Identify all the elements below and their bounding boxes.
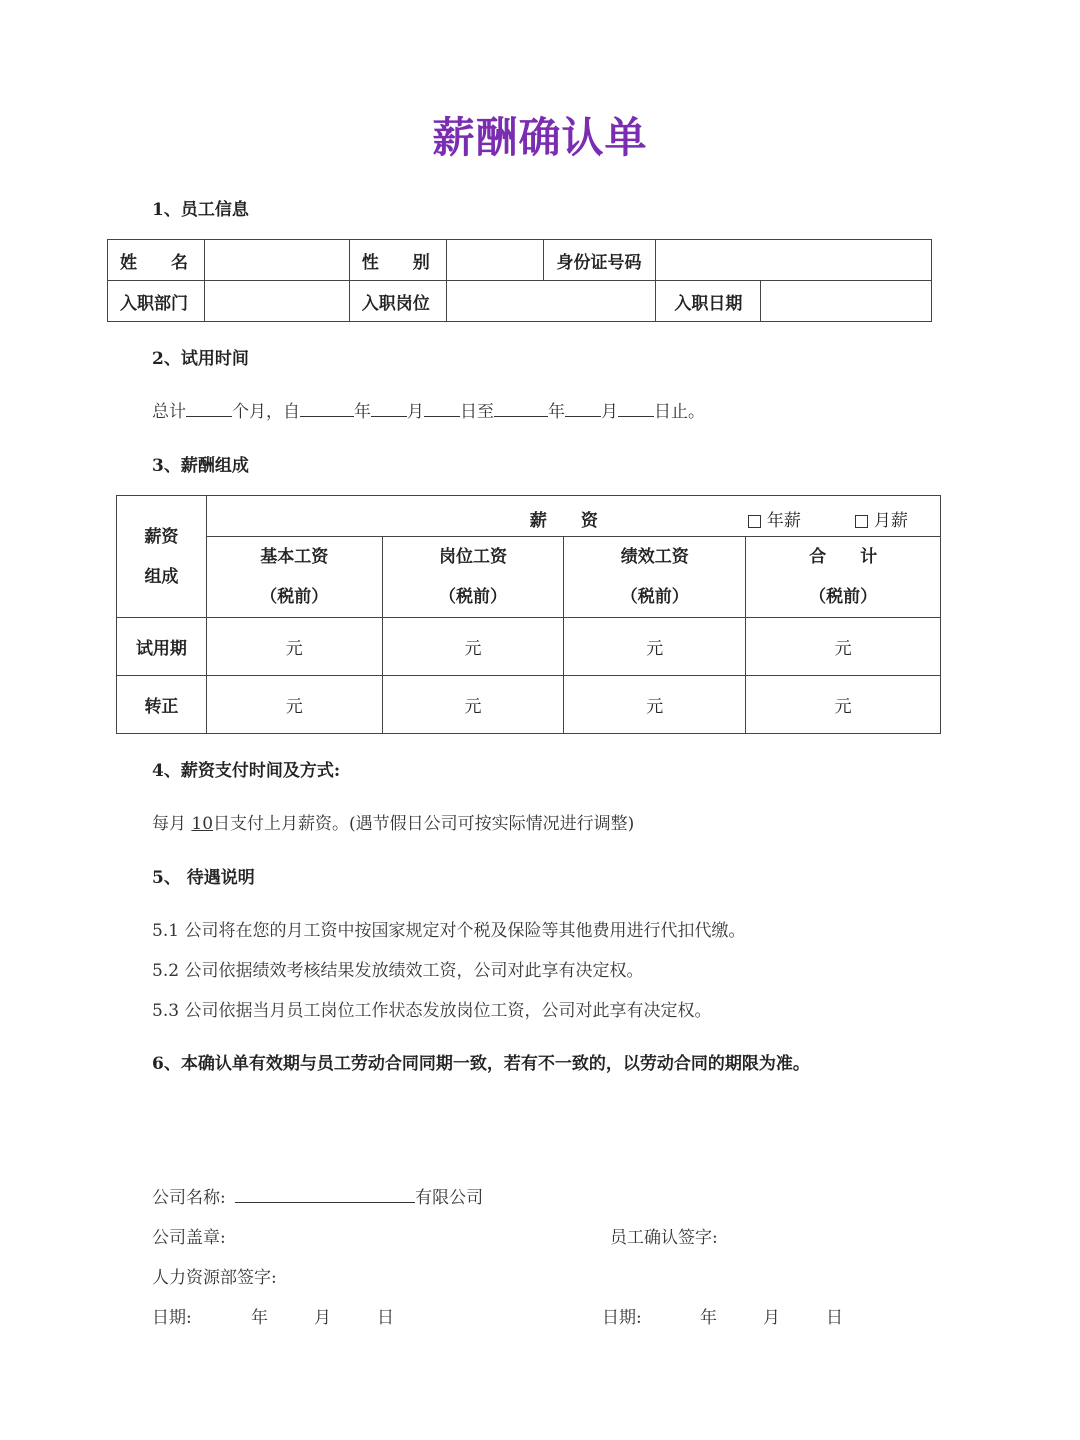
salary-table — [116, 495, 941, 734]
salary-header-cell — [206, 496, 940, 537]
probation-start-day-blank[interactable] — [424, 398, 460, 417]
benefit-item-2: 5.2 公司依据绩效考核结果发放绩效工资，公司对此享有决定权。 — [152, 961, 644, 981]
col-performance-note: （税前） — [620, 587, 689, 607]
probation-total-cell[interactable]: 元 — [746, 618, 941, 676]
company-date-year: 年 — [251, 1308, 268, 1328]
section-heading-payment: 4、薪资支付时间及方式: — [152, 761, 341, 781]
section-heading-salary-composition: 3、薪酬组成 — [152, 456, 249, 476]
department-field[interactable] — [204, 281, 349, 322]
section-heading-employee-info: 1、员工信息 — [152, 200, 249, 220]
company-name-blank[interactable] — [235, 1184, 415, 1203]
regular-total-cell[interactable]: 元 — [746, 676, 941, 734]
salary-corner-line2: 组成 — [144, 566, 179, 587]
salary-corner-line1: 薪资 — [144, 526, 179, 547]
regular-position-cell[interactable]: 元 — [382, 676, 564, 734]
annual-salary-option[interactable] — [748, 506, 801, 531]
col-performance-name: 绩效工资 — [620, 547, 689, 567]
probation-year-text: 年 — [354, 402, 371, 422]
label-position: 入职岗位 — [349, 281, 446, 322]
company-date-month: 月 — [314, 1308, 331, 1328]
probation-total-text: 总计 — [152, 402, 186, 422]
benefit-item-3: 5.3 公司依据当月员工岗位工作状态发放岗位工资，公司对此享有决定权。 — [152, 1001, 712, 1021]
name-field[interactable] — [204, 240, 349, 281]
table-row — [117, 618, 941, 676]
probation-end-day-blank[interactable] — [618, 398, 654, 417]
employee-date-month: 月 — [763, 1308, 780, 1328]
probation-year-text: 年 — [548, 402, 565, 422]
probation-end-text: 日止。 — [654, 402, 705, 422]
label-department: 入职部门 — [108, 281, 205, 322]
company-date-label: 日期: — [152, 1308, 192, 1328]
probation-basic-cell[interactable]: 元 — [206, 618, 382, 676]
company-name-line — [152, 1183, 483, 1208]
section-heading-benefits: 5、 待遇说明 — [152, 868, 255, 888]
probation-start-month-blank[interactable] — [371, 398, 407, 417]
probation-months-blank[interactable] — [186, 398, 232, 417]
probation-line — [152, 397, 705, 422]
col-header-position — [382, 537, 564, 618]
payment-post-text: 日支付上月薪资。(遇节假日公司可按实际情况进行调整) — [213, 814, 635, 834]
salary-corner-cell — [117, 496, 207, 618]
payment-pre-text: 每月 — [152, 814, 186, 834]
id-number-field[interactable] — [656, 240, 932, 281]
gender-field[interactable] — [446, 240, 544, 281]
section-heading-probation: 2、试用时间 — [152, 349, 249, 369]
employee-date-year: 年 — [700, 1308, 717, 1328]
table-row — [117, 676, 941, 734]
page-title: 薪酬确认单 — [432, 113, 648, 162]
label-name: 姓 名 — [108, 240, 205, 281]
company-seal-label: 公司盖章: — [152, 1228, 226, 1248]
section-heading-validity: 6、本确认单有效期与员工劳动合同同期一致，若有不一致的，以劳动合同的期限为准。 — [152, 1054, 810, 1074]
monthly-salary-label: 月薪 — [873, 511, 908, 531]
regular-basic-cell[interactable]: 元 — [206, 676, 382, 734]
col-total-note: （税前） — [809, 587, 878, 607]
position-field[interactable] — [446, 281, 656, 322]
probation-months-text: 个月，自 — [232, 402, 300, 422]
monthly-checkbox-icon[interactable] — [855, 515, 868, 528]
probation-start-year-blank[interactable] — [300, 398, 354, 417]
monthly-salary-option[interactable] — [855, 506, 908, 531]
probation-end-year-blank[interactable] — [494, 398, 548, 417]
col-header-basic — [206, 537, 382, 618]
employee-info-table — [107, 239, 932, 322]
benefit-item-1: 5.1 公司将在您的月工资中按国家规定对个税及保险等其他费用进行代扣代缴。 — [152, 921, 746, 941]
annual-salary-label: 年薪 — [766, 511, 801, 531]
join-date-field[interactable] — [761, 281, 932, 322]
col-position-name: 岗位工资 — [439, 547, 508, 567]
probation-end-month-blank[interactable] — [565, 398, 601, 417]
probation-day-text: 日至 — [460, 402, 494, 422]
label-join-date: 入职日期 — [656, 281, 761, 322]
probation-month-text: 月 — [407, 402, 424, 422]
probation-performance-cell[interactable]: 元 — [564, 618, 746, 676]
employee-sign-label: 员工确认签字: — [610, 1228, 718, 1248]
probation-position-cell[interactable]: 元 — [382, 618, 564, 676]
col-basic-note: （税前） — [260, 587, 329, 607]
col-header-total — [746, 537, 941, 618]
hr-sign-label: 人力资源部签字: — [152, 1268, 277, 1288]
label-id-number: 身份证号码 — [544, 240, 656, 281]
row-label-regular: 转正 — [117, 676, 207, 734]
payment-line — [152, 809, 634, 834]
row-label-probation: 试用期 — [117, 618, 207, 676]
salary-header-label: 薪 资 — [529, 511, 598, 531]
employee-date-label: 日期: — [602, 1308, 642, 1328]
company-suffix-text: 有限公司 — [415, 1188, 484, 1208]
col-position-note: （税前） — [439, 587, 508, 607]
payment-day-value: 10 — [191, 814, 214, 834]
regular-performance-cell[interactable]: 元 — [564, 676, 746, 734]
company-date-day: 日 — [377, 1308, 394, 1328]
probation-month-text: 月 — [601, 402, 618, 422]
col-total-name: 合 计 — [809, 547, 878, 567]
col-basic-name: 基本工资 — [260, 547, 329, 567]
company-name-label: 公司名称: — [152, 1188, 226, 1208]
label-gender: 性 别 — [349, 240, 446, 281]
annual-checkbox-icon[interactable] — [748, 515, 761, 528]
col-header-performance — [564, 537, 746, 618]
employee-date-day: 日 — [826, 1308, 843, 1328]
